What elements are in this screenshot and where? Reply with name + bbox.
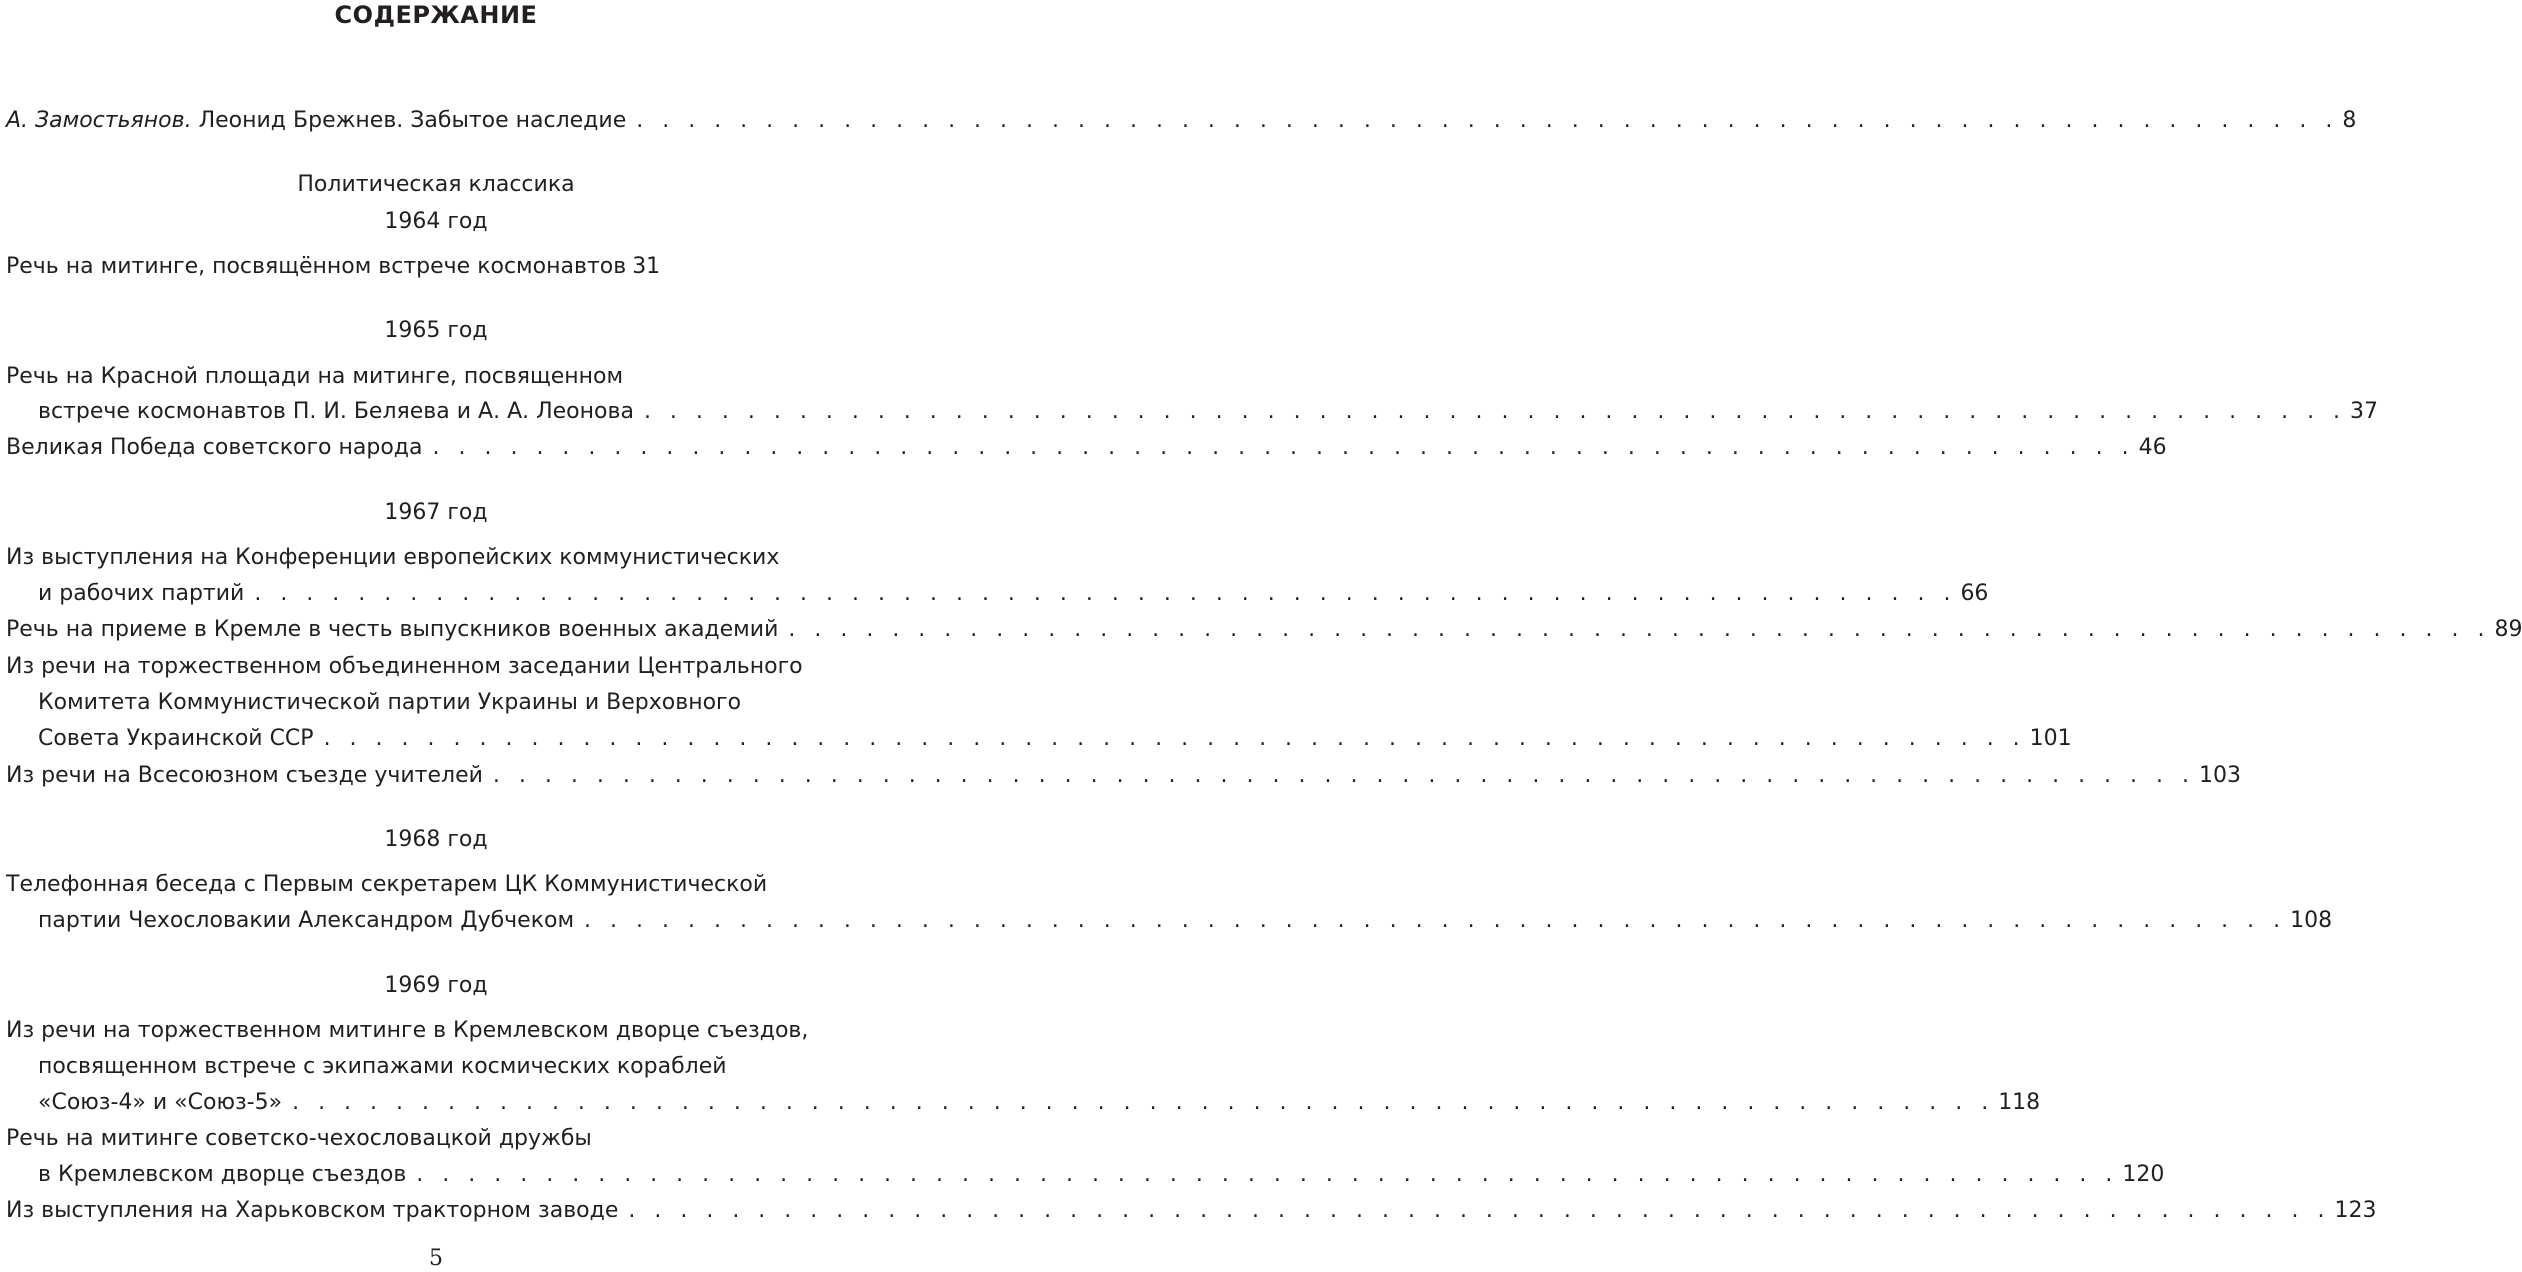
entry-title-cont: Совета Украинской ССР [38, 726, 314, 751]
entry-page: 89 [2494, 617, 2522, 642]
entry-title: Из выступления на Харьковском тракторном заводе [6, 1198, 619, 1223]
dot-leader: . . . . . . . . . . . . . . . . . . . . . . . . . . . . . . . . . . . . . . . . . . . . . . . . . . . . . . . . . . . . . . . . . . [492, 763, 2196, 788]
year-heading-1965: 1965 год [384, 318, 488, 343]
entry-title: Телефонная беседа с Первым секретарем ЦК Коммунистической [6, 872, 768, 897]
toc-entry-1967-1-line2[interactable] [38, 579, 1989, 609]
toc-entry-1969-1-line3[interactable] [38, 1088, 2041, 1118]
toc-entry-1965-2[interactable] [6, 433, 2167, 463]
entry-page: 37 [2350, 399, 2379, 424]
dot-leader: . . . . . . . . . . . . . . . . . . . . . . . . . . . . . . . . . . . . . . . . . . . . . . . . . . . . . . . . . . . . . . . . . . [628, 1198, 2331, 1223]
toc-entry-1969-3[interactable] [6, 1196, 2377, 1226]
entry-author: А. Замостьянов. [6, 108, 192, 133]
entry-title: Речь на митинге, посвящённом встрече космонавтов [6, 254, 627, 279]
toc-entry-1969-1-line1[interactable] [6, 1016, 868, 1046]
entry-title: Из речи на торжественном объединенном заседании Центрального [6, 654, 803, 679]
dot-leader: . . . . . . . . . . . . . . . . . . . . . . . . . . . . . . . . . . . . . . . . . . . . . . . . . . . . . . . . . . . . . . . . . . [292, 1090, 1995, 1115]
contents-heading: СОДЕРЖАНИЕ [334, 1, 538, 29]
toc-entry-1967-3-line2[interactable] [38, 688, 868, 718]
entry-title: Из выступления на Конференции европейских коммунистических [6, 545, 780, 570]
section-title: Политическая классика [297, 172, 575, 197]
page-number: 5 [429, 1246, 443, 1271]
toc-entry-1969-1-line2[interactable] [38, 1052, 868, 1082]
toc-entry-1964-1[interactable] [6, 252, 868, 282]
entry-title-cont: посвященном встрече с экипажами космических кораблей [38, 1054, 727, 1079]
entry-title: Великая Победа советского народа [6, 435, 423, 460]
dot-leader: . . . . . . . . . . . . . . . . . . . . . . . . . . . . . . . . . . . . . . . . . . . . . . . . . . . . . . . . . . . . . . . . . . [323, 726, 2026, 751]
year-heading-1969: 1969 год [384, 973, 488, 998]
toc-entry-1967-3-line3[interactable] [38, 724, 2072, 754]
entry-page: 31 [632, 254, 661, 279]
dot-leader: . . . . . . . . . . . . . . . . . . . . . . . . . . . . . . . . . . . . . . . . . . . . . . . . . . . . . . . . . . . . . . . . . . [584, 908, 2287, 933]
dot-leader: . . . . . . . . . . . . . . . . . . . . . . . . . . . . . . . . . . . . . . . . . . . . . . . . . . . . . . . . . . . . . . . . . . [643, 399, 2347, 424]
year-heading-1964: 1964 год [384, 209, 488, 234]
entry-page: 123 [2334, 1198, 2377, 1223]
dot-leader: . . . . . . . . . . . . . . . . . . . . . . . . . . . . . . . . . . . . . . . . . . . . . . . . . . . . . . . . . . . . . . . . . . [416, 1162, 2119, 1187]
entry-page: 103 [2199, 763, 2242, 788]
toc-entry-1968-1-line2[interactable] [38, 906, 2333, 936]
entry-page: 46 [2138, 435, 2167, 460]
entry-title-cont: «Союз-4» и «Союз-5» [38, 1090, 283, 1115]
entry-title-cont: встрече космонавтов П. И. Беляева и А. А. Леонова [38, 399, 634, 424]
entry-title: Из речи на торжественном митинге в Кремлевском дворце съездов, [6, 1018, 809, 1043]
dot-leader: . . . . . . . . . . . . . . . . . . . . . . . . . . . . . . . . . . . . . . . . . . . . . . . . . . . . . . . . . . . . . . . . . . [636, 108, 2339, 133]
entry-title-cont: Комитета Коммунистической партии Украины и Верховного [38, 690, 742, 715]
entry-title: Речь на Красной площади на митинге, посвященном [6, 364, 624, 389]
entry-title-cont: в Кремлевском дворце съездов [38, 1162, 407, 1187]
year-heading-1968: 1968 год [384, 827, 488, 852]
entry-title: Из речи на Всесоюзном съезде учителей [6, 763, 483, 788]
toc-entry-1965-1-line2[interactable] [38, 397, 2379, 427]
dot-leader: . . . . . . . . . . . . . . . . . . . . . . . . . . . . . . . . . . . . . . . . . . . . . . . . . . . . . . . . . . . . . . . . . . [788, 617, 2491, 642]
toc-entry-1969-2-line2[interactable] [38, 1160, 2165, 1190]
dot-leader: . . . . . . . . . . . . . . . . . . . . . . . . . . . . . . . . . . . . . . . . . . . . . . . . . . . . . . . . . . . . . . . . . . [432, 435, 2135, 460]
entry-title: Леонид Брежнев. Забытое наследие [191, 108, 627, 133]
entry-title-cont: партии Чехословакии Александром Дубчеком [38, 908, 575, 933]
toc-entry-1965-1-line1[interactable] [6, 362, 868, 392]
dot-leader: . . . . . . . . . . . . . . . . . . . . . . . . . . . . . . . . . . . . . . . . . . . . . . . . . . . . . . . . . . . . . . . . . . [254, 581, 1957, 606]
entry-title: Речь на приеме в Кремле в честь выпускников военных академий [6, 617, 779, 642]
entry-page: 108 [2290, 908, 2333, 933]
entry-page: 8 [2342, 108, 2357, 133]
entry-page: 101 [2029, 726, 2072, 751]
entry-page: 118 [1998, 1090, 2041, 1115]
toc-entry-intro[interactable] [6, 106, 2357, 136]
toc-entry-1967-3-line1[interactable] [6, 652, 868, 682]
toc-entry-1967-2[interactable] [6, 615, 2522, 645]
toc-entry-1969-2-line1[interactable] [6, 1124, 868, 1154]
toc-entry-1967-4[interactable] [6, 761, 2242, 791]
entry-title-cont: и рабочих партий [38, 581, 245, 606]
toc-entry-1967-1-line1[interactable] [6, 543, 868, 573]
year-heading-1967: 1967 год [384, 500, 488, 525]
entry-title: Речь на митинге советско-чехословацкой дружбы [6, 1126, 592, 1151]
toc-entry-1968-1-line1[interactable] [6, 870, 868, 900]
entry-page: 120 [2122, 1162, 2165, 1187]
entry-page: 66 [1960, 581, 1989, 606]
